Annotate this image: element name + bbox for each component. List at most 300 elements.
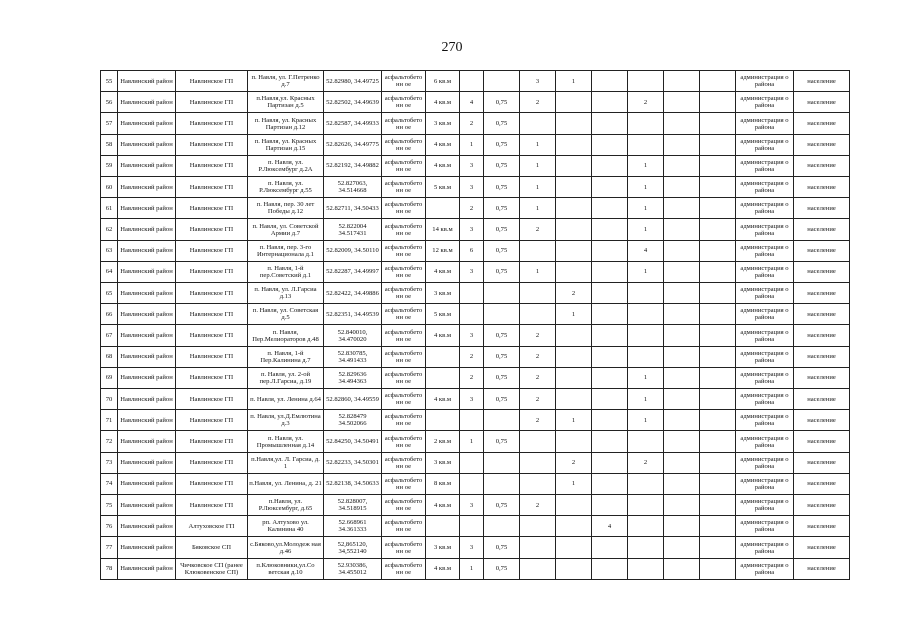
count-cell-f: [700, 516, 736, 537]
row-number: 72: [101, 431, 118, 452]
address-cell: п.Навля,ул. Л. Гарсиа, д. 1: [248, 452, 324, 473]
count-cell-a: 2: [520, 325, 556, 346]
waste-source-cell: население: [794, 283, 850, 304]
count-cell-e: [664, 71, 700, 92]
container-count-cell: 3: [460, 155, 484, 176]
area-cell: 3 кв.м: [426, 452, 460, 473]
row-number: 58: [101, 134, 118, 155]
count-cell-a: 1: [520, 155, 556, 176]
waste-source-cell: население: [794, 516, 850, 537]
waste-site-table: [100, 70, 850, 580]
count-cell-b: [556, 155, 592, 176]
row-number: 61: [101, 198, 118, 219]
count-cell-e: [664, 198, 700, 219]
count-cell-a: [520, 452, 556, 473]
count-cell-c: [592, 325, 628, 346]
count-cell-a: 2: [520, 389, 556, 410]
owner-cell: администрация о района: [736, 219, 794, 240]
district-cell: Навлинский район: [118, 92, 176, 113]
count-cell-a: [520, 537, 556, 558]
count-cell-c: [592, 473, 628, 494]
count-cell-d: [628, 304, 664, 325]
container-volume-cell: 0,75: [484, 134, 520, 155]
surface-cell: асфальтобетонн ое: [382, 304, 426, 325]
container-volume-cell: [484, 473, 520, 494]
count-cell-e: [664, 389, 700, 410]
count-cell-f: [700, 177, 736, 198]
settlement-cell: Чичковское СП (ранее Клюковенское СП): [176, 558, 248, 579]
row-number: 74: [101, 473, 118, 494]
container-count-cell: 6: [460, 240, 484, 261]
count-cell-f: [700, 389, 736, 410]
count-cell-a: 2: [520, 367, 556, 388]
surface-cell: асфальтобетонн ое: [382, 473, 426, 494]
coordinates-cell: 52.830785, 34.491433: [324, 346, 382, 367]
settlement-cell: Навлинское ГП: [176, 261, 248, 282]
waste-source-cell: население: [794, 134, 850, 155]
container-volume-cell: [484, 283, 520, 304]
count-cell-a: 2: [520, 219, 556, 240]
address-cell: п. Навля, ул. Ленина д.64: [248, 389, 324, 410]
owner-cell: администрация о района: [736, 155, 794, 176]
table-row: [101, 113, 850, 134]
settlement-cell: Навлинское ГП: [176, 410, 248, 431]
container-volume-cell: 0,75: [484, 558, 520, 579]
count-cell-d: [628, 113, 664, 134]
count-cell-d: [628, 495, 664, 516]
count-cell-f: [700, 537, 736, 558]
owner-cell: администрация о района: [736, 452, 794, 473]
waste-source-cell: население: [794, 346, 850, 367]
coordinates-cell: 52.827063, 34.514668: [324, 177, 382, 198]
count-cell-b: [556, 367, 592, 388]
count-cell-d: 4: [628, 240, 664, 261]
waste-source-cell: население: [794, 495, 850, 516]
count-cell-d: [628, 325, 664, 346]
count-cell-a: 2: [520, 92, 556, 113]
count-cell-b: [556, 219, 592, 240]
area-cell: 4 кв.м: [426, 134, 460, 155]
row-number: 57: [101, 113, 118, 134]
surface-cell: асфальтобетонн ое: [382, 410, 426, 431]
count-cell-d: [628, 558, 664, 579]
count-cell-d: [628, 346, 664, 367]
settlement-cell: Навлинское ГП: [176, 304, 248, 325]
count-cell-d: [628, 537, 664, 558]
container-count-cell: 2: [460, 346, 484, 367]
count-cell-f: [700, 219, 736, 240]
address-cell: п.Навля,ул. Красных Партизан д.5: [248, 92, 324, 113]
count-cell-a: [520, 304, 556, 325]
area-cell: 3 кв.м: [426, 537, 460, 558]
coordinates-cell: 52.828007, 34.518915: [324, 495, 382, 516]
district-cell: Навлинский район: [118, 134, 176, 155]
count-cell-b: [556, 516, 592, 537]
row-number: 62: [101, 219, 118, 240]
area-cell: 4 кв.м: [426, 558, 460, 579]
owner-cell: администрация о района: [736, 495, 794, 516]
coordinates-cell: 52.82422, 34.49886: [324, 283, 382, 304]
district-cell: Навлинский район: [118, 283, 176, 304]
surface-cell: асфальтобетонн ое: [382, 537, 426, 558]
container-count-cell: 3: [460, 325, 484, 346]
container-count-cell: [460, 452, 484, 473]
count-cell-d: 2: [628, 92, 664, 113]
settlement-cell: Навлинское ГП: [176, 325, 248, 346]
waste-source-cell: население: [794, 261, 850, 282]
surface-cell: асфальтобетонн ое: [382, 325, 426, 346]
count-cell-b: 1: [556, 304, 592, 325]
owner-cell: администрация о района: [736, 431, 794, 452]
count-cell-c: [592, 410, 628, 431]
container-count-cell: 3: [460, 219, 484, 240]
container-count-cell: 4: [460, 92, 484, 113]
waste-source-cell: население: [794, 537, 850, 558]
container-volume-cell: [484, 410, 520, 431]
count-cell-f: [700, 304, 736, 325]
settlement-cell: Алтуховское ГП: [176, 516, 248, 537]
owner-cell: администрация о района: [736, 261, 794, 282]
count-cell-d: 1: [628, 198, 664, 219]
container-count-cell: 3: [460, 177, 484, 198]
owner-cell: администрация о района: [736, 346, 794, 367]
district-cell: Навлинский район: [118, 261, 176, 282]
count-cell-e: [664, 495, 700, 516]
owner-cell: администрация о района: [736, 537, 794, 558]
district-cell: Навлинский район: [118, 177, 176, 198]
page-number: 270: [441, 40, 463, 55]
waste-source-cell: население: [794, 473, 850, 494]
address-cell: п.Навля, ул. Ленина, д. 21: [248, 473, 324, 494]
district-cell: Навлинский район: [118, 198, 176, 219]
settlement-cell: Навлинское ГП: [176, 240, 248, 261]
count-cell-b: 2: [556, 283, 592, 304]
count-cell-c: [592, 240, 628, 261]
address-cell: п. Навля, ул. Красных Партизан д.12: [248, 113, 324, 134]
container-count-cell: [460, 410, 484, 431]
surface-cell: асфальтобетонн ое: [382, 283, 426, 304]
count-cell-c: 4: [592, 516, 628, 537]
settlement-cell: Навлинское ГП: [176, 219, 248, 240]
row-number: 77: [101, 537, 118, 558]
row-number: 70: [101, 389, 118, 410]
district-cell: Навлинский район: [118, 537, 176, 558]
coordinates-cell: 52.82626, 34.49775: [324, 134, 382, 155]
table-row: [101, 240, 850, 261]
count-cell-c: [592, 558, 628, 579]
waste-source-cell: население: [794, 198, 850, 219]
count-cell-e: [664, 113, 700, 134]
container-count-cell: 1: [460, 558, 484, 579]
container-volume-cell: [484, 452, 520, 473]
count-cell-f: [700, 431, 736, 452]
count-cell-c: [592, 431, 628, 452]
address-cell: п. Навля, ул. Советской Армии д.7: [248, 219, 324, 240]
count-cell-b: [556, 389, 592, 410]
area-cell: 4 кв.м: [426, 325, 460, 346]
table-row: [101, 473, 850, 494]
count-cell-c: [592, 113, 628, 134]
row-number: 67: [101, 325, 118, 346]
count-cell-e: [664, 134, 700, 155]
container-volume-cell: 0,75: [484, 155, 520, 176]
count-cell-b: 1: [556, 410, 592, 431]
container-volume-cell: [484, 516, 520, 537]
coordinates-cell: 52.84250, 34.50491: [324, 431, 382, 452]
settlement-cell: Навлинское ГП: [176, 155, 248, 176]
surface-cell: асфальтобетонн ое: [382, 198, 426, 219]
count-cell-f: [700, 346, 736, 367]
count-cell-f: [700, 71, 736, 92]
container-count-cell: 3: [460, 537, 484, 558]
container-count-cell: [460, 516, 484, 537]
count-cell-b: 1: [556, 473, 592, 494]
district-cell: Навлинский район: [118, 113, 176, 134]
count-cell-e: [664, 325, 700, 346]
count-cell-b: [556, 261, 592, 282]
table-row: [101, 367, 850, 388]
count-cell-e: [664, 410, 700, 431]
owner-cell: администрация о района: [736, 410, 794, 431]
count-cell-d: 1: [628, 177, 664, 198]
settlement-cell: Навлинское ГП: [176, 367, 248, 388]
table-row: [101, 134, 850, 155]
container-volume-cell: 0,75: [484, 367, 520, 388]
count-cell-f: [700, 283, 736, 304]
coordinates-cell: 52.82287, 34.49997: [324, 261, 382, 282]
surface-cell: асфальтобетонн ое: [382, 240, 426, 261]
count-cell-f: [700, 155, 736, 176]
address-cell: п. Навля, ул. 2-ой пер.Л.Гарсиа, д.19: [248, 367, 324, 388]
container-count-cell: [460, 71, 484, 92]
count-cell-f: [700, 558, 736, 579]
count-cell-a: 1: [520, 198, 556, 219]
count-cell-c: [592, 367, 628, 388]
count-cell-d: 1: [628, 261, 664, 282]
row-number: 68: [101, 346, 118, 367]
count-cell-f: [700, 198, 736, 219]
count-cell-a: [520, 516, 556, 537]
table-row: [101, 537, 850, 558]
address-cell: п.Клюковники,ул.Со ветская д.10: [248, 558, 324, 579]
table-body: [101, 71, 850, 580]
row-number: 69: [101, 367, 118, 388]
count-cell-a: [520, 240, 556, 261]
table-row: [101, 71, 850, 92]
count-cell-b: [556, 240, 592, 261]
table-row: [101, 261, 850, 282]
count-cell-d: 1: [628, 367, 664, 388]
surface-cell: асфальтобетонн ое: [382, 516, 426, 537]
count-cell-f: [700, 452, 736, 473]
row-number: 76: [101, 516, 118, 537]
count-cell-b: [556, 558, 592, 579]
count-cell-e: [664, 431, 700, 452]
surface-cell: асфальтобетонн ое: [382, 134, 426, 155]
surface-cell: асфальтобетонн ое: [382, 495, 426, 516]
area-cell: [426, 367, 460, 388]
count-cell-b: 1: [556, 71, 592, 92]
surface-cell: асфальтобетонн ое: [382, 155, 426, 176]
settlement-cell: Навлинское ГП: [176, 92, 248, 113]
owner-cell: администрация о района: [736, 367, 794, 388]
waste-source-cell: население: [794, 431, 850, 452]
table-row: [101, 155, 850, 176]
count-cell-c: [592, 155, 628, 176]
owner-cell: администрация о района: [736, 558, 794, 579]
area-cell: 3 кв.м: [426, 113, 460, 134]
container-volume-cell: 0,75: [484, 389, 520, 410]
count-cell-e: [664, 283, 700, 304]
coordinates-cell: 52.82192, 34.49882: [324, 155, 382, 176]
address-cell: п. Навля, 1-й пер.Советский д.1: [248, 261, 324, 282]
count-cell-b: [556, 431, 592, 452]
container-count-cell: [460, 304, 484, 325]
count-cell-d: [628, 283, 664, 304]
waste-source-cell: население: [794, 325, 850, 346]
address-cell: п. Навля, ул. Л.Гарсиа д.13: [248, 283, 324, 304]
area-cell: 4 кв.м: [426, 389, 460, 410]
coordinates-cell: 52.82138, 34.50633: [324, 473, 382, 494]
address-cell: п. Навля, 1-й Пер.Калинина д.7: [248, 346, 324, 367]
district-cell: Навлинский район: [118, 367, 176, 388]
count-cell-a: 1: [520, 134, 556, 155]
container-count-cell: 2: [460, 198, 484, 219]
address-cell: п.Навля, ул. Р.Люксембург, д.65: [248, 495, 324, 516]
area-cell: [426, 346, 460, 367]
container-volume-cell: 0,75: [484, 92, 520, 113]
owner-cell: администрация о района: [736, 389, 794, 410]
address-cell: п. Навля, пер. 30 лет Победы д.12: [248, 198, 324, 219]
count-cell-d: [628, 134, 664, 155]
owner-cell: администрация о района: [736, 473, 794, 494]
owner-cell: администрация о района: [736, 71, 794, 92]
district-cell: Навлинский район: [118, 389, 176, 410]
count-cell-f: [700, 410, 736, 431]
settlement-cell: Навлинское ГП: [176, 113, 248, 134]
area-cell: 4 кв.м: [426, 495, 460, 516]
table-row: [101, 558, 850, 579]
count-cell-c: [592, 177, 628, 198]
surface-cell: асфальтобетонн ое: [382, 219, 426, 240]
row-number: 60: [101, 177, 118, 198]
count-cell-d: 1: [628, 410, 664, 431]
owner-cell: администрация о района: [736, 516, 794, 537]
area-cell: 2 кв.м: [426, 431, 460, 452]
address-cell: п. Навля, ул. Р.Люксембург д.55: [248, 177, 324, 198]
count-cell-d: 1: [628, 389, 664, 410]
area-cell: [426, 516, 460, 537]
row-number: 63: [101, 240, 118, 261]
waste-source-cell: население: [794, 177, 850, 198]
settlement-cell: Навлинское ГП: [176, 134, 248, 155]
count-cell-d: 1: [628, 219, 664, 240]
count-cell-b: [556, 537, 592, 558]
container-volume-cell: [484, 304, 520, 325]
count-cell-b: [556, 113, 592, 134]
district-cell: Навлинский район: [118, 304, 176, 325]
count-cell-b: [556, 495, 592, 516]
count-cell-f: [700, 261, 736, 282]
row-number: 73: [101, 452, 118, 473]
coordinates-cell: 52,865120, 34,552140: [324, 537, 382, 558]
district-cell: Навлинский район: [118, 431, 176, 452]
count-cell-c: [592, 219, 628, 240]
owner-cell: администрация о района: [736, 304, 794, 325]
count-cell-d: [628, 431, 664, 452]
table-row: [101, 452, 850, 473]
count-cell-c: [592, 261, 628, 282]
count-cell-a: [520, 431, 556, 452]
container-volume-cell: 0,75: [484, 177, 520, 198]
owner-cell: администрация о района: [736, 177, 794, 198]
container-volume-cell: 0,75: [484, 113, 520, 134]
coordinates-cell: 52.82351, 34.49539: [324, 304, 382, 325]
count-cell-c: [592, 134, 628, 155]
count-cell-e: [664, 219, 700, 240]
surface-cell: асфальтобетонн ое: [382, 431, 426, 452]
owner-cell: администрация о района: [736, 92, 794, 113]
settlement-cell: Навлинское ГП: [176, 389, 248, 410]
waste-source-cell: население: [794, 304, 850, 325]
settlement-cell: Навлинское ГП: [176, 495, 248, 516]
district-cell: Навлинский район: [118, 71, 176, 92]
row-number: 71: [101, 410, 118, 431]
surface-cell: асфальтобетонн ое: [382, 367, 426, 388]
settlement-cell: Навлинское ГП: [176, 198, 248, 219]
count-cell-b: [556, 134, 592, 155]
coordinates-cell: 52.668961 34.361333: [324, 516, 382, 537]
address-cell: п. Навля, ул. Советская д.5: [248, 304, 324, 325]
count-cell-e: [664, 261, 700, 282]
container-volume-cell: 0,75: [484, 261, 520, 282]
district-cell: Навлинский район: [118, 410, 176, 431]
count-cell-d: [628, 473, 664, 494]
district-cell: Навлинский район: [118, 240, 176, 261]
count-cell-c: [592, 537, 628, 558]
count-cell-c: [592, 71, 628, 92]
surface-cell: асфальтобетонн ое: [382, 346, 426, 367]
surface-cell: асфальтобетонн ое: [382, 92, 426, 113]
count-cell-e: [664, 473, 700, 494]
count-cell-c: [592, 92, 628, 113]
container-count-cell: 3: [460, 261, 484, 282]
coordinates-cell: 52.82711, 34.50433: [324, 198, 382, 219]
count-cell-d: [628, 516, 664, 537]
waste-source-cell: население: [794, 389, 850, 410]
address-cell: п. Навля, ул. Г.Петренко д.7: [248, 71, 324, 92]
container-volume-cell: 0,75: [484, 325, 520, 346]
table-row: [101, 219, 850, 240]
area-cell: 4 кв.м: [426, 92, 460, 113]
count-cell-e: [664, 367, 700, 388]
coordinates-cell: 52.829636 34.494363: [324, 367, 382, 388]
count-cell-e: [664, 240, 700, 261]
waste-source-cell: население: [794, 558, 850, 579]
table-row: [101, 410, 850, 431]
address-cell: п. Навля, Пер.Мелиораторов д.48: [248, 325, 324, 346]
area-cell: 4 кв.м: [426, 155, 460, 176]
count-cell-a: 1: [520, 261, 556, 282]
owner-cell: администрация о района: [736, 240, 794, 261]
coordinates-cell: 52.82502, 34.49639: [324, 92, 382, 113]
count-cell-e: [664, 452, 700, 473]
container-volume-cell: 0,75: [484, 219, 520, 240]
district-cell: Навлинский район: [118, 325, 176, 346]
count-cell-f: [700, 473, 736, 494]
container-count-cell: [460, 283, 484, 304]
area-cell: 3 кв.м: [426, 283, 460, 304]
